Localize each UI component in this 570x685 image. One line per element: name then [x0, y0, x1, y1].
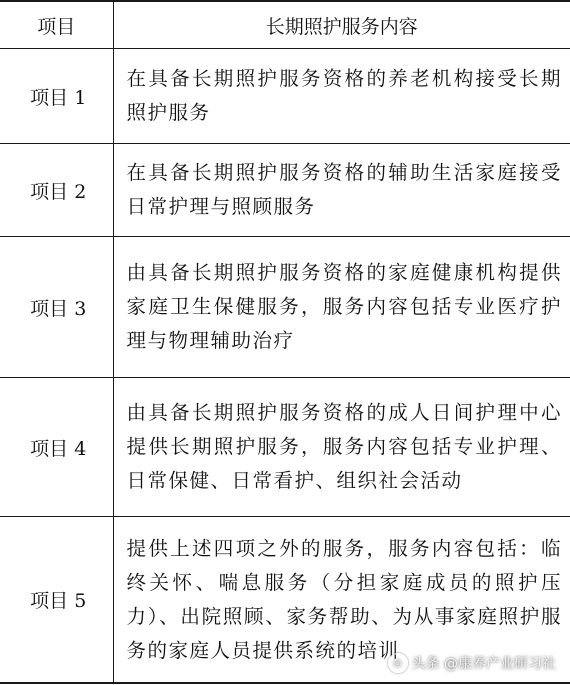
circle-logo-icon: ◎ [388, 653, 408, 673]
watermark [388, 653, 556, 673]
service-content: 由具备长期照护服务资格的成人日间护理中心提供长期照护服务，服务内容包括专业护理、日常保健、日常看护、组织社会活动 [113, 378, 570, 517]
header-project: 项目 [0, 1, 113, 49]
service-content: 由具备长期照护服务资格的家庭健康机构提供家庭卫生保健服务，服务内容包括专业医疗护理与物理辅助治疗 [113, 237, 570, 378]
table-header-row [0, 1, 570, 49]
table-row [0, 144, 570, 237]
service-content: 提供上述四项之外的服务，服务内容包括：临终关怀、喘息服务（分担家庭成员的照护压力）、出院照顾、家务帮助、为从事家庭照护服务的家庭人员提供系统的培训 [113, 517, 570, 684]
table-row [0, 49, 570, 144]
header-content: 长期照护服务内容 [113, 1, 570, 49]
project-label: 项目 2 [0, 144, 113, 237]
project-label: 项目 3 [0, 237, 113, 378]
table-row [0, 237, 570, 378]
service-content: 在具备长期照护服务资格的养老机构接受长期照护服务 [113, 49, 570, 144]
watermark-text: 头条 @康养产业研习社 [411, 656, 556, 672]
service-content: 在具备长期照护服务资格的辅助生活家庭接受日常护理与照顾服务 [113, 144, 570, 237]
table-row [0, 378, 570, 517]
project-label: 项目 5 [0, 517, 113, 684]
project-label: 项目 1 [0, 49, 113, 144]
project-label: 项目 4 [0, 378, 113, 517]
